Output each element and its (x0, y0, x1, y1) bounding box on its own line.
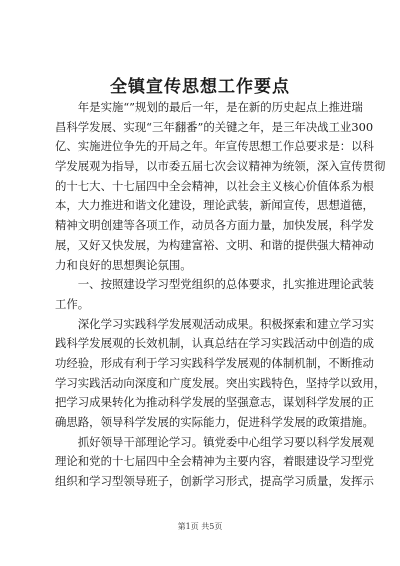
page-number: 第1页 共5页 (177, 522, 223, 531)
document-body (55, 98, 386, 492)
text-line: 深化学习实践科学发展观活动成果。积极探索和建立学习实 (55, 316, 374, 331)
text-line: 把学习成果转化为推动科学发展的坚强意志，谋划科学发展的正 (55, 395, 374, 410)
text-line: 本，大力推进和谐文化建设，理论武装，新闻宣传，思想道德， (55, 198, 374, 213)
text-line: 亿、实施进位争先的开局之年。年宣传思想工作总要求是：以科 (55, 139, 374, 154)
text-line: 学发展观为指导，以市委五届七次会议精神为统领，深入宣传贯彻 (55, 159, 386, 174)
text-line: 组织和学习型领导班子，创新学习形式，提高学习质量，发挥示 (55, 474, 374, 489)
text-line: 年是实施“”规划的最后一年，是在新的历史起点上推进瑞 (55, 100, 363, 114)
section-heading-line: 一、按照建设学习型党组织的总体要求，扎实推进理论武装 (55, 277, 374, 292)
document-title: 全镇宣传思想工作要点 (110, 77, 290, 97)
text-line: 理论和党的十七届四中全会精神为主要内容，着眼建设学习型党 (55, 454, 374, 469)
section-heading-line: 工作。 (55, 296, 90, 311)
text-line: 学习实践活动向深度和广度发展。突出实践特色，坚持学以致用， (55, 375, 386, 390)
text-line: 践科学发展观的长效机制，认真总结在学习实践活动中创造的成 (55, 336, 374, 351)
text-line: 力和良好的思想舆论氛围。 (55, 257, 192, 272)
text-line: 展，又好又快发展，为构建富裕、文明、和谐的提供强大精神动 (55, 237, 374, 252)
text-line: 功经验，形成有利于学习实践科学发展观的体制机制，不断推动 (55, 355, 374, 370)
text-line: 的十七大、十七届四中全会精神，以社会主义核心价值体系为根 (55, 178, 374, 193)
text-line: 确思路，领导科学发展的实际能力，促进科学发展的政策措施。 (55, 415, 374, 429)
text-line: 抓好领导干部理论学习。镇党委中心组学习要以科学发展观 (55, 434, 374, 449)
text-line: 精神文明创建等各项工作，动员各方面力量，加快发展，科学发 (55, 218, 374, 233)
text-line: 昌科学发展、实现“三年翻番”的关键之年，是三年决战工业300 (55, 119, 374, 134)
